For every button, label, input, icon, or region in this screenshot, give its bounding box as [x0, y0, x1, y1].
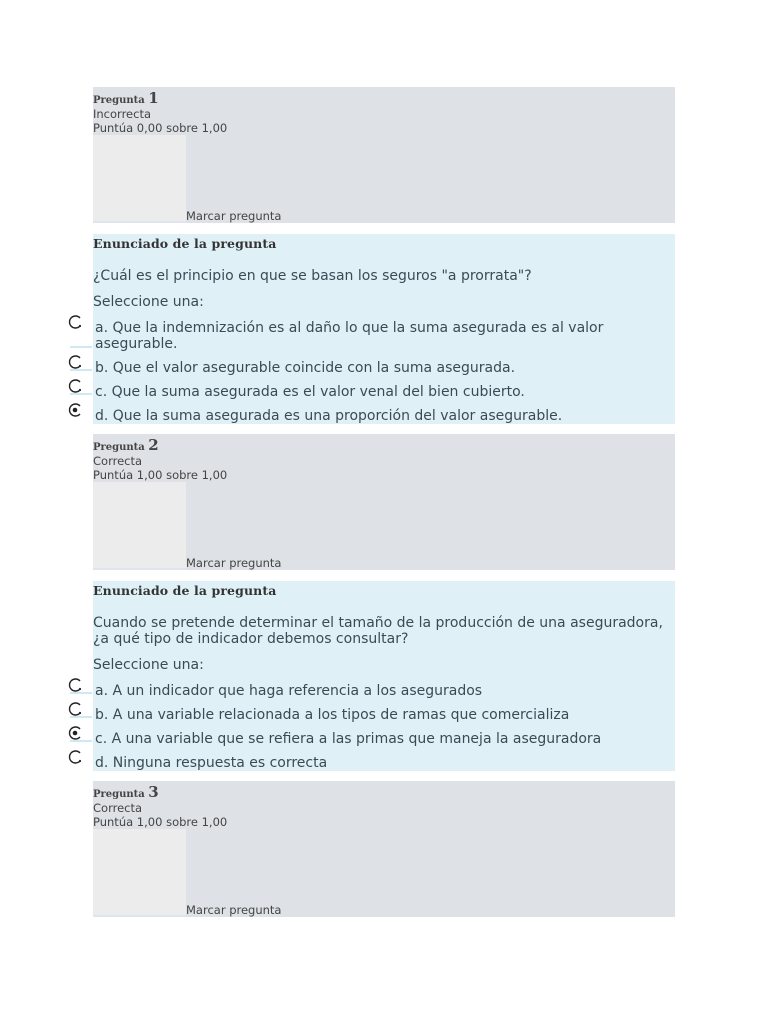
answer-option-text: a. Que la indemnización es al daño lo que la suma asegurada es al valor asegurable.: [95, 320, 604, 352]
answer-prompt: Seleccione una:: [93, 657, 204, 673]
flag-question-link[interactable]: Marcar pregunta: [186, 209, 282, 223]
question-2-info: [93, 434, 675, 570]
radio-unchecked-icon[interactable]: [68, 677, 84, 693]
answer-option-text: b. Que el valor asegurable coincide con la suma asegurada.: [95, 360, 516, 376]
radio-checked-icon[interactable]: [68, 725, 84, 741]
question-number-value: 1: [148, 89, 159, 107]
answer-option-text: c. A una variable que se refiera a las primas que maneja la aseguradora: [95, 731, 602, 747]
answer-option-text: c. Que la suma asegurada es el valor venal del bien cubierto.: [95, 384, 525, 400]
flag-area: [93, 829, 186, 917]
question-number-value: 2: [148, 436, 159, 454]
option-divider: [70, 716, 92, 718]
question-grade: Puntúa 1,00 sobre 1,00: [93, 815, 228, 829]
question-1-info: [93, 87, 675, 223]
option-divider: [70, 692, 92, 694]
flag-area: [93, 482, 186, 570]
question-label: Pregunta: [93, 95, 145, 106]
question-number-value: 3: [148, 783, 159, 801]
flag-question-link[interactable]: Marcar pregunta: [186, 556, 282, 570]
radio-unchecked-icon[interactable]: [68, 701, 84, 717]
radio-unchecked-icon[interactable]: [68, 314, 84, 330]
question-3-info: [93, 781, 675, 917]
flag-area: [93, 135, 186, 223]
question-2-content: [93, 581, 675, 771]
option-divider: [70, 369, 92, 371]
radio-unchecked-icon[interactable]: [68, 354, 84, 370]
answer-option-text: d. Que la suma asegurada es una proporción del valor asegurable.: [95, 408, 563, 424]
question-grade: Puntúa 0,00 sobre 1,00: [93, 121, 228, 135]
radio-unchecked-icon[interactable]: [68, 378, 84, 394]
question-state: Incorrecta: [93, 107, 151, 121]
option-divider: [70, 346, 92, 348]
answer-option-text: d. Ninguna respuesta es correcta: [95, 755, 328, 771]
radio-checked-icon[interactable]: [68, 402, 84, 418]
question-text: Cuando se pretende determinar el tamaño de la producción de una aseguradora, ¿a qué tipo de indicador debemos consultar?: [93, 615, 663, 647]
question-state: Correcta: [93, 454, 143, 468]
statement-label: Enunciado de la pregunta: [93, 236, 277, 251]
answer-option-text: a. A un indicador que haga referencia a los asegurados: [95, 683, 483, 699]
answer-prompt: Seleccione una:: [93, 294, 204, 310]
radio-unchecked-icon[interactable]: [68, 749, 84, 765]
question-1-content: [93, 234, 675, 424]
question-state: Correcta: [93, 801, 143, 815]
question-label: Pregunta: [93, 442, 145, 453]
option-divider: [70, 393, 92, 395]
answer-option-text: b. A una variable relacionada a los tipos de ramas que comercializa: [95, 707, 570, 723]
option-divider: [70, 740, 92, 742]
flag-question-link[interactable]: Marcar pregunta: [186, 903, 282, 917]
question-grade: Puntúa 1,00 sobre 1,00: [93, 468, 228, 482]
statement-label: Enunciado de la pregunta: [93, 583, 277, 598]
question-text: ¿Cuál es el principio en que se basan los seguros "a prorrata"?: [93, 268, 532, 284]
question-label: Pregunta: [93, 789, 145, 800]
